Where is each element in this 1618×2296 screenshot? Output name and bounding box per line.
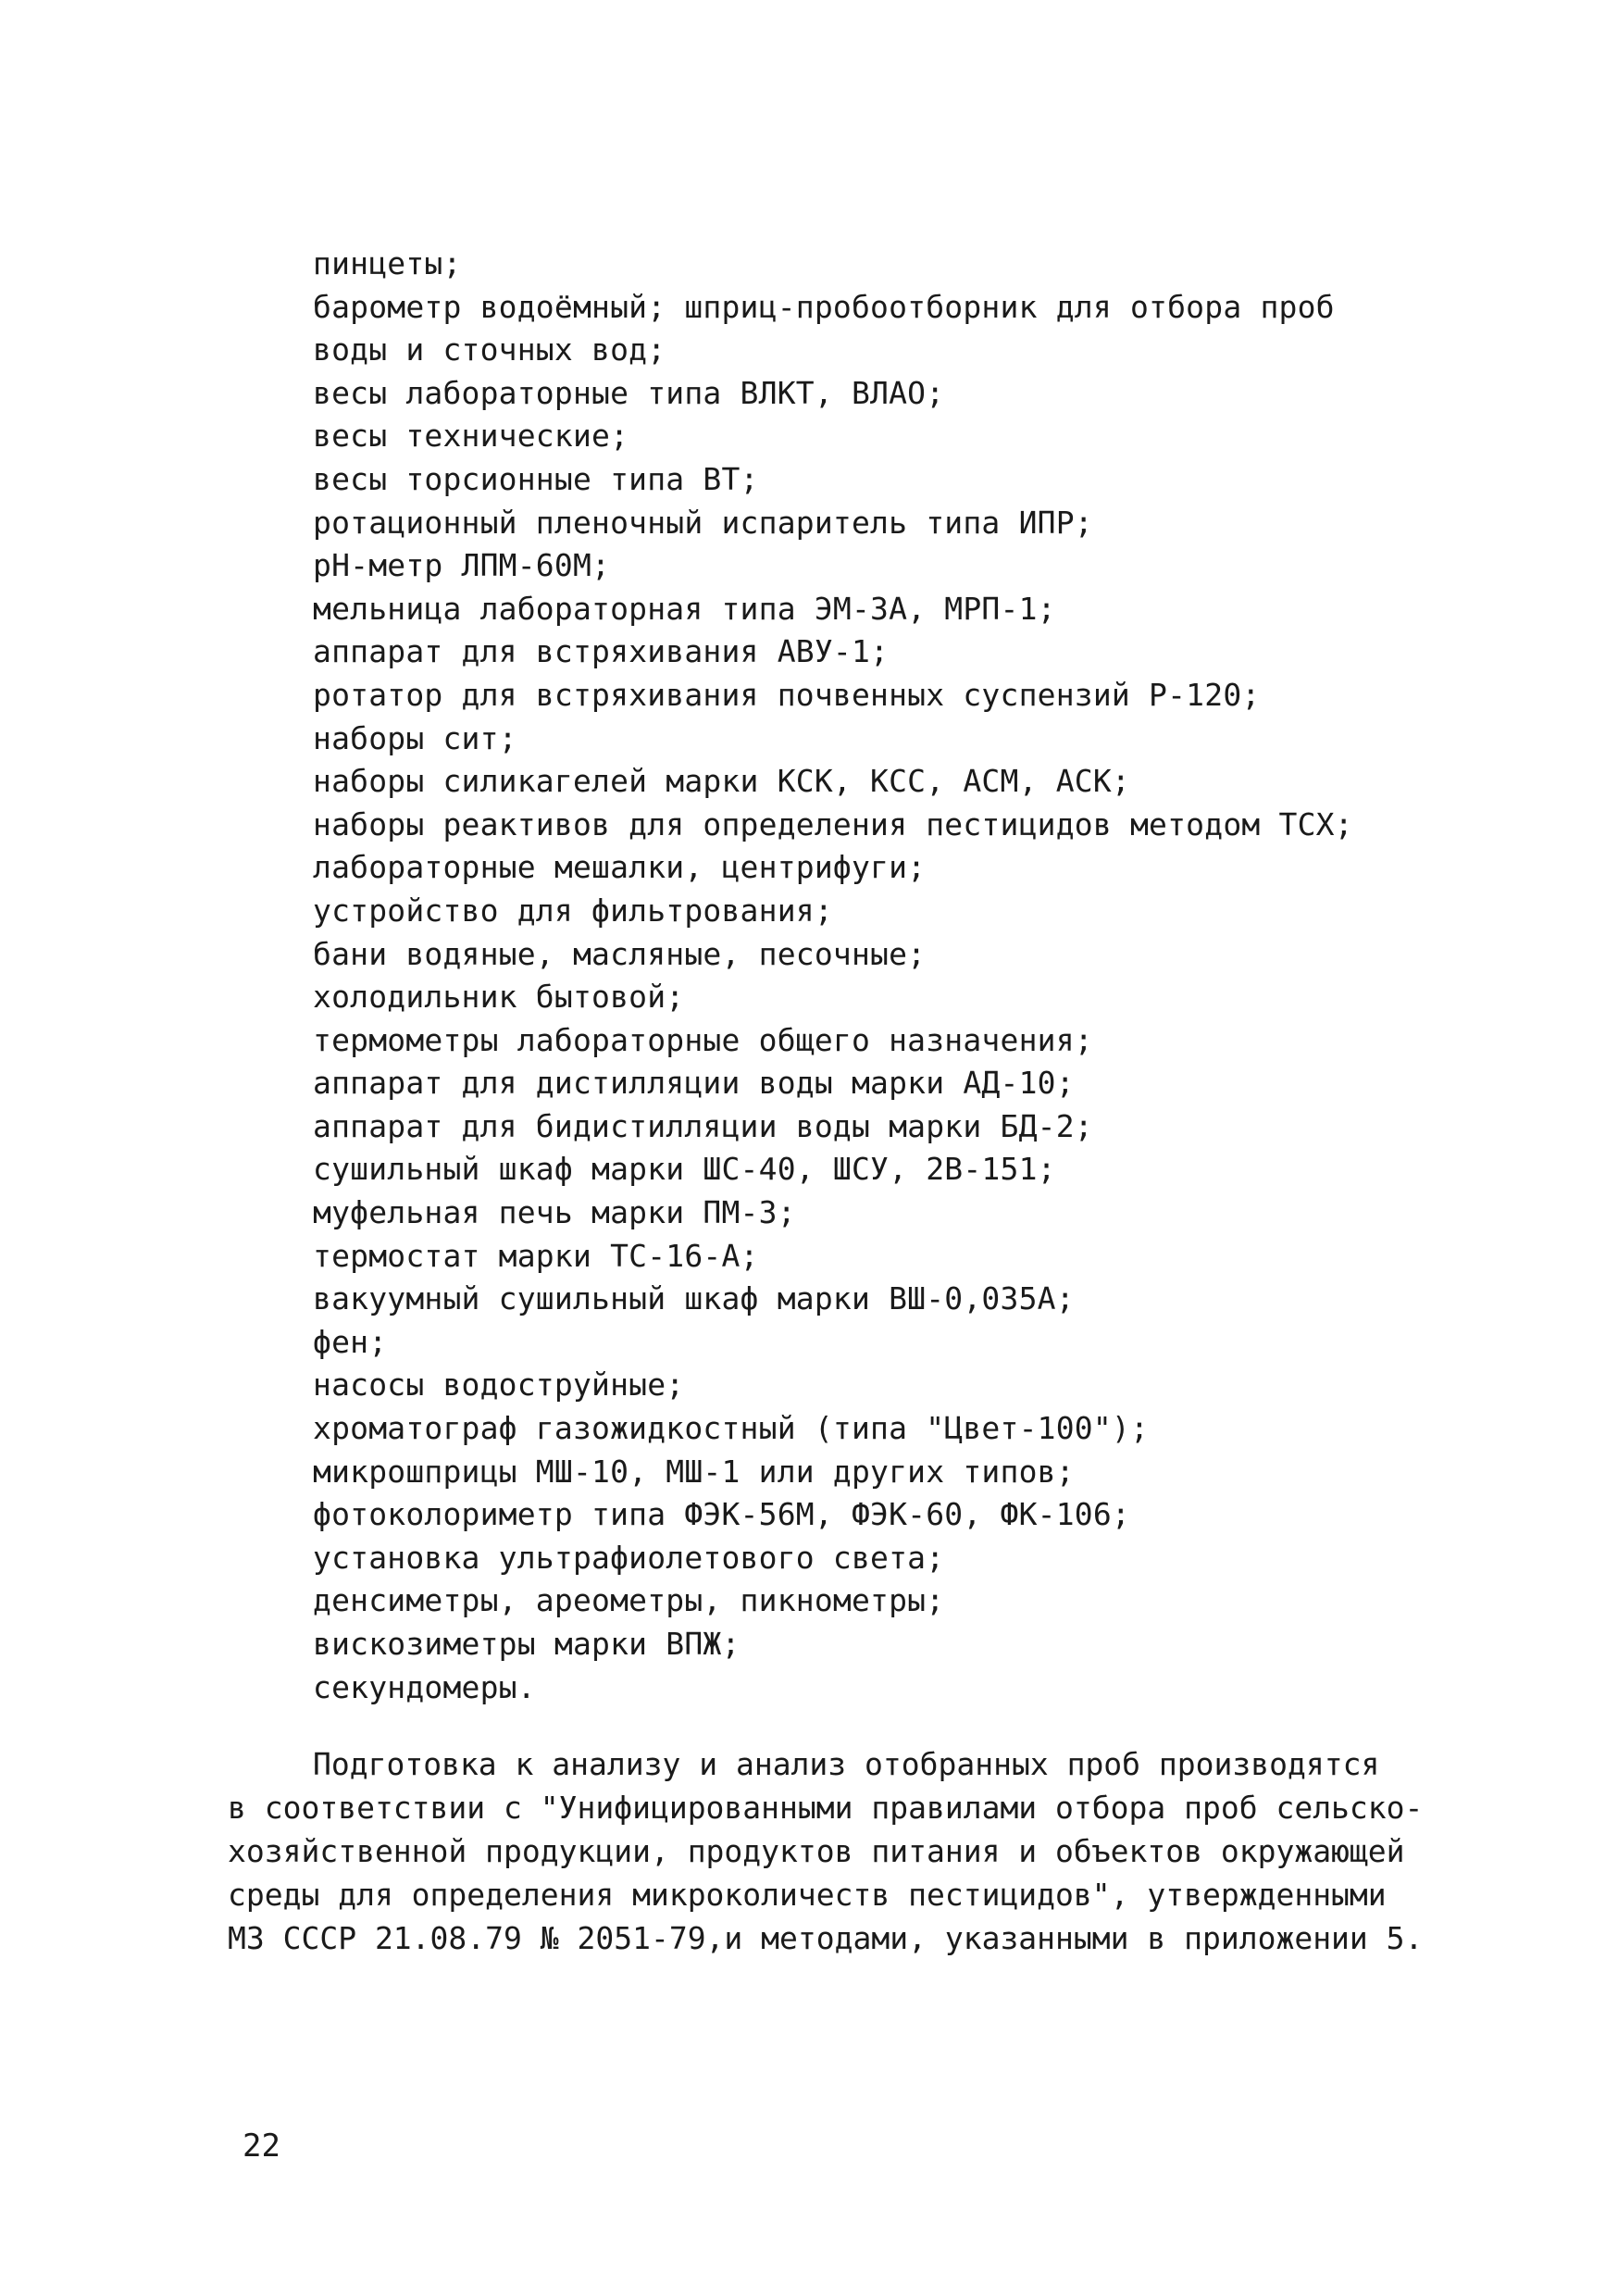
body-paragraph — [228, 1742, 1424, 1960]
list-item: бани водяные, масляные, песочные; — [313, 935, 927, 972]
list-item: наборы реактивов для определения пестицидов методом ТСХ; — [313, 805, 1353, 842]
list-item: секундомеры. — [313, 1668, 536, 1705]
list-item: устройство для фильтрования; — [313, 892, 833, 929]
paragraph-line: среды для определения микроколичеств пестицидов", утвержденными — [228, 1877, 1387, 1913]
list-item: ротационный пленочный испаритель типа ИПР; — [313, 504, 1093, 541]
list-item: ротатор для встряхивания почвенных суспензий Р-120; — [313, 676, 1261, 713]
paragraph-line: МЗ СССР 21.08.79 № 2051-79,и методами, указанными в приложении 5. — [228, 1920, 1424, 1956]
list-item: муфельная печь марки ПМ-3; — [313, 1194, 796, 1231]
list-item: лабораторные мешалки, центрифуги; — [313, 849, 927, 886]
list-item: аппарат для встряхивания АВУ-1; — [313, 633, 890, 670]
list-item: фотоколориметр типа ФЭК-56М, ФЭК-60, ФК-106; — [313, 1496, 1130, 1533]
list-item: сушильный шкаф марки ШС-40, ШСУ, 2В-151; — [313, 1151, 1056, 1188]
list-item: установка ультрафиолетового света; — [313, 1539, 945, 1576]
list-item: аппарат для бидистилляции воды марки БД-2; — [313, 1107, 1093, 1144]
list-item: наборы силикагелей марки КСК, КСС, АСМ, АСК; — [313, 763, 1130, 800]
list-item: наборы сит; — [313, 719, 517, 756]
list-item: пинцеты; — [313, 245, 462, 281]
list-item: термостат марки ТС-16-А; — [313, 1237, 759, 1274]
list-item: аппарат для дистилляции воды марки АД-10; — [313, 1065, 1075, 1102]
list-item: насосы водоструйные; — [313, 1366, 685, 1404]
list-item: вискозиметры марки ВПЖ; — [313, 1626, 741, 1662]
paragraph-line: хозяйственной продукции, продуктов питания и объектов окружающей — [228, 1833, 1405, 1869]
list-item: микрошприцы МШ-10, МШ-1 или других типов; — [313, 1453, 1075, 1490]
equipment-list — [313, 243, 1377, 1709]
list-item: весы лабораторные типа ВЛКТ, ВЛАО; — [313, 374, 945, 411]
list-item: холодильник бытовой; — [313, 979, 685, 1016]
list-item: фен; — [313, 1323, 388, 1360]
list-item: pH-метр ЛПМ-60М; — [313, 547, 611, 584]
paragraph-line: Подготовка к анализу и анализ отобранных проб производятся — [313, 1746, 1380, 1782]
list-item: хроматограф газожидкостный (типа "Цвет-100"); — [313, 1410, 1150, 1447]
list-item: вакуумный сушильный шкаф марки ВШ-0,035А; — [313, 1280, 1075, 1317]
list-item: весы торсионные типа ВТ; — [313, 460, 759, 497]
list-item: мельница лабораторная типа ЭМ-3А, МРП-1; — [313, 590, 1056, 627]
list-item: денсиметры, ареометры, пикнометры; — [313, 1582, 945, 1619]
list-item: термометры лабораторные общего назначения; — [313, 1021, 1093, 1058]
page-number: 22 — [243, 2128, 280, 2165]
list-item: барометр водоёмный; шприц-пробоотборник для отбора проб — [313, 288, 1335, 325]
paragraph-line: в соответствии с "Унифицированными правилами отбора проб сельско- — [228, 1790, 1424, 1826]
list-item: воды и сточных вод; — [313, 331, 666, 368]
list-item: весы технические; — [313, 418, 629, 455]
